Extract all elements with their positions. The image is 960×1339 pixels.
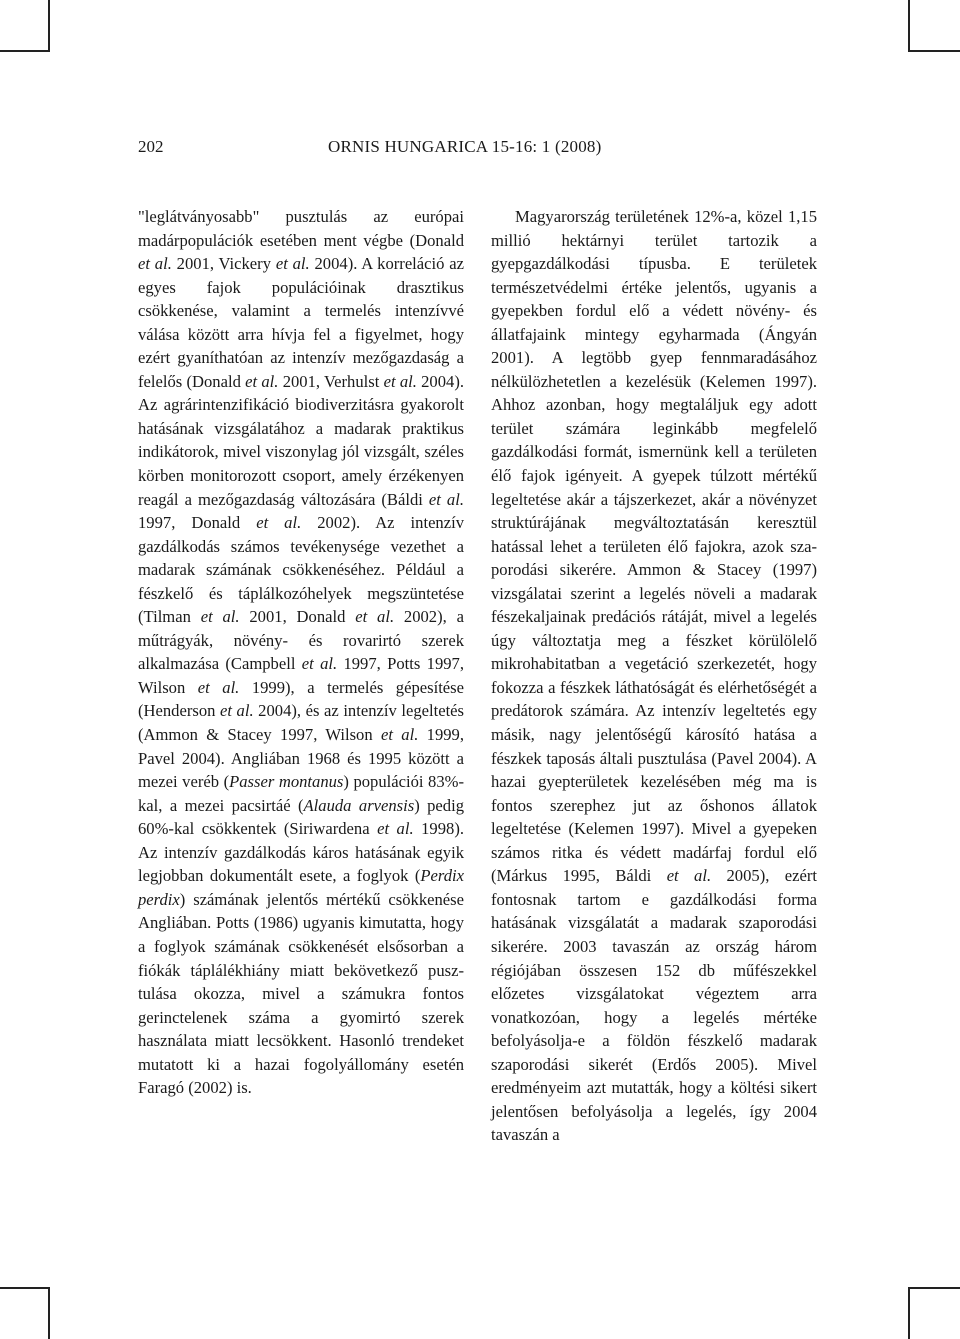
italic-run: et al. [380,725,419,745]
body-paragraph [138,205,464,1100]
italic-run: et al. [245,371,279,391]
text-run: 1997, Potts 1997, Wilson [138,654,464,697]
italic-run: et al. [197,677,240,697]
italic-run: et al. [275,254,310,274]
crop-mark-top-left-vertical [48,0,50,52]
text-run: 1997, Donald [138,513,257,533]
text-run: 2001, Verhulst [278,371,384,391]
text-run: 2001, Donald [239,607,356,627]
left-column [138,205,464,1100]
journal-title: ORNIS HUNGARICA 15-16: 1 (2008) [328,137,602,156]
crop-mark-bottom-right-horizontal [908,1287,960,1289]
crop-mark-top-right-horizontal [908,50,960,52]
right-column [491,205,817,1147]
page-number: 202 [138,137,164,156]
italic-run: et al. [200,607,240,627]
italic-run: et al. [301,654,338,674]
text-run: 2005), ezért fontosnak tartom e gazdálkodási forma hatásának vizsgálatát a madarak szaporodási sikerére. 2003 tavaszán az ország három régiójában összesen 152 db műfészekkel előzetes vizsgálatokat végeztem arra vonatkozóan, hogy a legelés mértéke befolyásolja-e a földön fészkelő madarak szaporodási sikerét (Erdős 2005). Mivel eredményeim azt mutatták, hogy a költési sikert jelentősen befolyásolja a legelés, így 2004 tavaszán a [491,866,817,1145]
crop-mark-top-left-horizontal [0,50,50,52]
italic-run: Passer montanus [229,772,344,792]
text-run: ) populációi 83%-kal, a mezei pacsirtáé ( [138,772,464,815]
crop-mark-top-right-vertical [908,0,910,52]
text-run: 2002), a műtrágyák, növény- és rovarirtó szerek alkalmazása (Campbell [138,607,464,674]
running-header [138,134,828,160]
text-run: 2004), és az intenzív legeltetés (Ammon & Stacey 1997, Wilson [138,701,465,745]
text-run: "leglátványosabb" pusztulás az európai madárpopulációk esetében ment végbe (Donald [138,207,464,250]
italic-run: et al. [220,701,254,721]
text-run: Magyarország területének 12%-a, közel 1,15 millió hektárnyi terület tartozik a gyepgazdálkodási típusba. E területek természetvédelmi értéke jelentős, ugyanis a gyepekben fordul elő a védett növény- és állatfajaink mintegy egyharmada (Ángyán 2001). A legtöbb gyep fennmaradásához nélkülözhetetlen a kezelésük (Kelemen 1997). Ahhoz azonban, hogy megtaláljuk egy adott terület számára leginkább megfelelő gazdálkodási formát, ismernünk kell a területen élő fajok igényeit. A gyepek túlzott mértékű legeltetése akár a tájszerkezet, akár a növényzet struktúrájának megváltoztatásán keresztül hatással lehet a területen élő fajokra, azok szaporodási sikerére. Ammon & Stacey (1997) vizsgálatai szerint a legelés növeli a madarak fészekaljainak predációs rátáját, mivel a legelés úgy változtatja meg a fészket körülölelő mikrohabitatban a vegetáció szerkezetét, hogy fokozza a fészkek láthatóságát és elérhetőségét a predátorok számára. Az intenzív legeltetés egy másik, nagy jelentőségű károsító hatása a fészkek taposás általi pusztulása (Pavel 2004). A hazai gyepterületek kezelésében még ma is fontos szerephez jut az őshonos állatok legeltetése (Kelemen 1997). Mivel a gyepeken számos ritka és védett madárfaj fordul elő (Márkus 1995, Báldi [491,207,817,886]
italic-run: et al. [256,513,302,533]
italic-run: et al. [355,607,395,627]
italic-run: et al. [383,371,417,391]
body-paragraph [491,205,817,1147]
text-run: ) pedig 60%-kal csökkentek (Siriwardena [138,795,465,839]
italic-run: Perdix perdix [138,866,464,909]
text-run: 1999, Pavel 2004). Angliában 1968 és 1995 között a mezei veréb ( [138,725,465,792]
italic-run: et al. [377,819,414,839]
text-run: 2002). Az intenzív gazdálkodás számos tevékenysége vezethet a madarak számának csökkenéséhez. Például a fészkelő és táplálkozóhelyek megszüntetése (Tilman [138,513,465,627]
text-run: 2001, Vickery [171,254,276,274]
text-run: 1999), a termelés gépesítése (Henderson [138,677,464,721]
text-run: 2004). Az agrárintenzifikáció biodiverzitásra gyakorolt hatásának vizsgálatához a madarak praktikus indikátorok, mivel viszonylag jól vizsgált, széles körben monitorozott csoport, amely érzékenyen reagál a mezőgazdaság változására (Báldi [138,371,464,509]
crop-mark-bottom-left-vertical [48,1287,50,1339]
crop-mark-bottom-left-horizontal [0,1287,50,1289]
italic-run: et al. [138,254,172,274]
crop-mark-bottom-right-vertical [908,1287,910,1339]
text-run: 2004). A korreláció az egyes fajok populációinak drasztikus csökkenése, valamint a termelés intenzívvé válása között arra hívja fel a figyelmet, hogy ezért gyaníthatóan az intenzív mezőgazdaság a felelős (Donald [138,254,464,391]
text-run: 1998). Az intenzív gazdálkodás káros hatásának egyik legjobban dokumentált esete, a foglyok ( [138,819,464,886]
italic-run: et al. [428,489,464,509]
italic-run: Alauda arvensis [303,795,415,815]
text-run: ) számának jelentős mértékű csökkenése Angliában. Potts (1986) ugyanis kimutatta, hogy a foglyok számának csökkenését elsősorban a fiókák táplálékhiány miatt bekövetkező pusztulása okozza, mivel a számukra fontos gerinctelenek száma a gyomirtó szerek használata miatt lecsökkent. Hasonló trendeket mutatott ki a hazai fogolyállomány esetén Faragó (2002) is. [138,889,464,1098]
italic-run: et al. [666,866,712,886]
